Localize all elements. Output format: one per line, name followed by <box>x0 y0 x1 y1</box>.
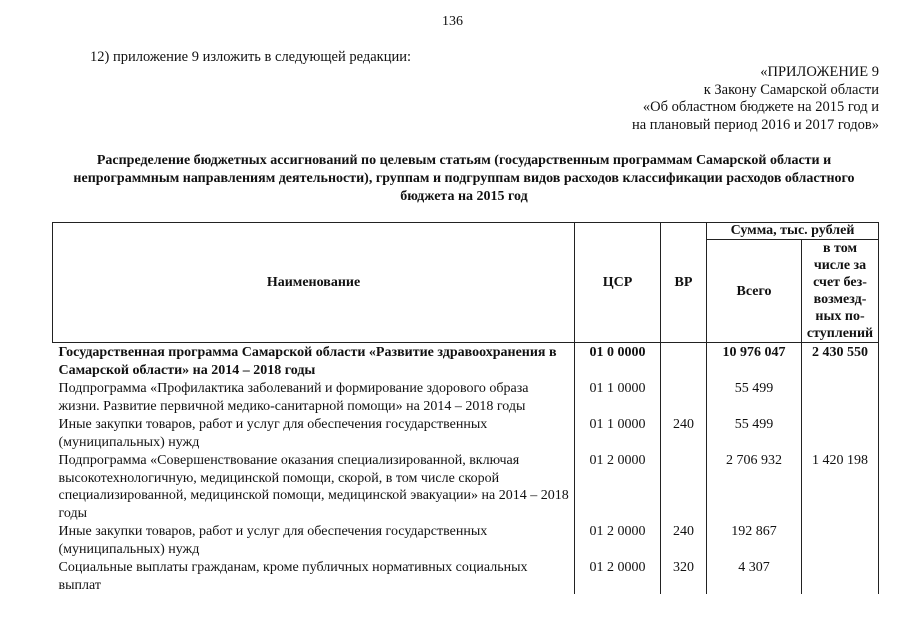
row-csr: 01 0 0000 <box>575 343 661 380</box>
row-total: 55 499 <box>707 415 802 451</box>
table-row <box>53 343 879 380</box>
row-gratuitous: 2 430 550 <box>802 343 879 380</box>
table-row <box>53 558 879 594</box>
row-gratuitous <box>802 415 879 451</box>
appendix-line: на плановый период 2016 и 2017 годов» <box>631 116 879 133</box>
row-gratuitous <box>802 558 879 594</box>
row-total: 192 867 <box>707 522 802 558</box>
row-name: Иные закупки товаров, работ и услуг для обеспечения государственных (муниципальных) нужд <box>53 522 575 558</box>
row-gratuitous <box>802 379 879 415</box>
row-csr: 01 1 0000 <box>575 415 661 451</box>
row-csr: 01 2 0000 <box>575 558 661 594</box>
budget-table <box>52 222 879 594</box>
row-vr <box>661 343 707 380</box>
row-name: Социальные выплаты гражданам, кроме публичных нормативных социальных выплат <box>53 558 575 594</box>
header-name: Наименование <box>53 223 575 343</box>
intro-text: 12) приложение 9 изложить в следующей редакции: <box>90 49 412 65</box>
row-name: Подпрограмма «Совершенствование оказания специализированной, включая высокотехнологичную, медицинской помощи, скорой, в том числе скорой специализированной, медицинской помощи, медицинской эвакуации» на 2014 – 2018 годы <box>53 451 575 522</box>
row-gratuitous: 1 420 198 <box>802 451 879 522</box>
appendix-line: «Об областном бюджете на 2015 год и <box>642 99 879 115</box>
header-gratuitous: в том числе за счет без-возмезд-ных по-ступлений <box>802 240 879 343</box>
row-csr: 01 2 0000 <box>575 522 661 558</box>
page-number: 136 <box>442 14 463 29</box>
row-total: 2 706 932 <box>707 451 802 522</box>
row-vr <box>661 451 707 522</box>
table-row <box>53 522 879 558</box>
header-vr: ВР <box>661 223 707 343</box>
appendix-header <box>632 64 879 134</box>
row-name: Государственная программа Самарской области «Развитие здравоохранения в Самарской области» на 2014 – 2018 годы <box>53 343 575 380</box>
header-csr: ЦСР <box>575 223 661 343</box>
appendix-line: «ПРИЛОЖЕНИЕ 9 <box>760 64 879 80</box>
row-total: 55 499 <box>707 379 802 415</box>
row-name: Иные закупки товаров, работ и услуг для обеспечения государственных (муниципальных) нужд <box>53 415 575 451</box>
row-vr: 320 <box>661 558 707 594</box>
row-name: Подпрограмма «Профилактика заболеваний и формирование здорового образа жизни. Развитие первичной медико-санитарной помощи» на 2014 – 2018 годы <box>53 379 575 415</box>
row-vr <box>661 379 707 415</box>
table-row <box>53 379 879 415</box>
row-csr: 01 1 0000 <box>575 379 661 415</box>
table-row <box>53 451 879 522</box>
appendix-line: к Закону Самарской области <box>703 81 879 98</box>
row-total: 10 976 047 <box>707 343 802 380</box>
header-total: Всего <box>707 240 802 343</box>
row-total: 4 307 <box>707 558 802 594</box>
row-vr: 240 <box>661 415 707 451</box>
document-title: Распределение бюджетных ассигнований по целевым статьям (государственным программам Самарской области и непрограммным направлениям деятельности), группам и подгруппам видов расходов классификации расходов областного бюджета на 2015 год <box>73 153 855 204</box>
header-sum: Сумма, тыс. рублей <box>707 223 879 240</box>
row-gratuitous <box>802 522 879 558</box>
row-csr: 01 2 0000 <box>575 451 661 522</box>
table-row <box>53 415 879 451</box>
row-vr: 240 <box>661 522 707 558</box>
